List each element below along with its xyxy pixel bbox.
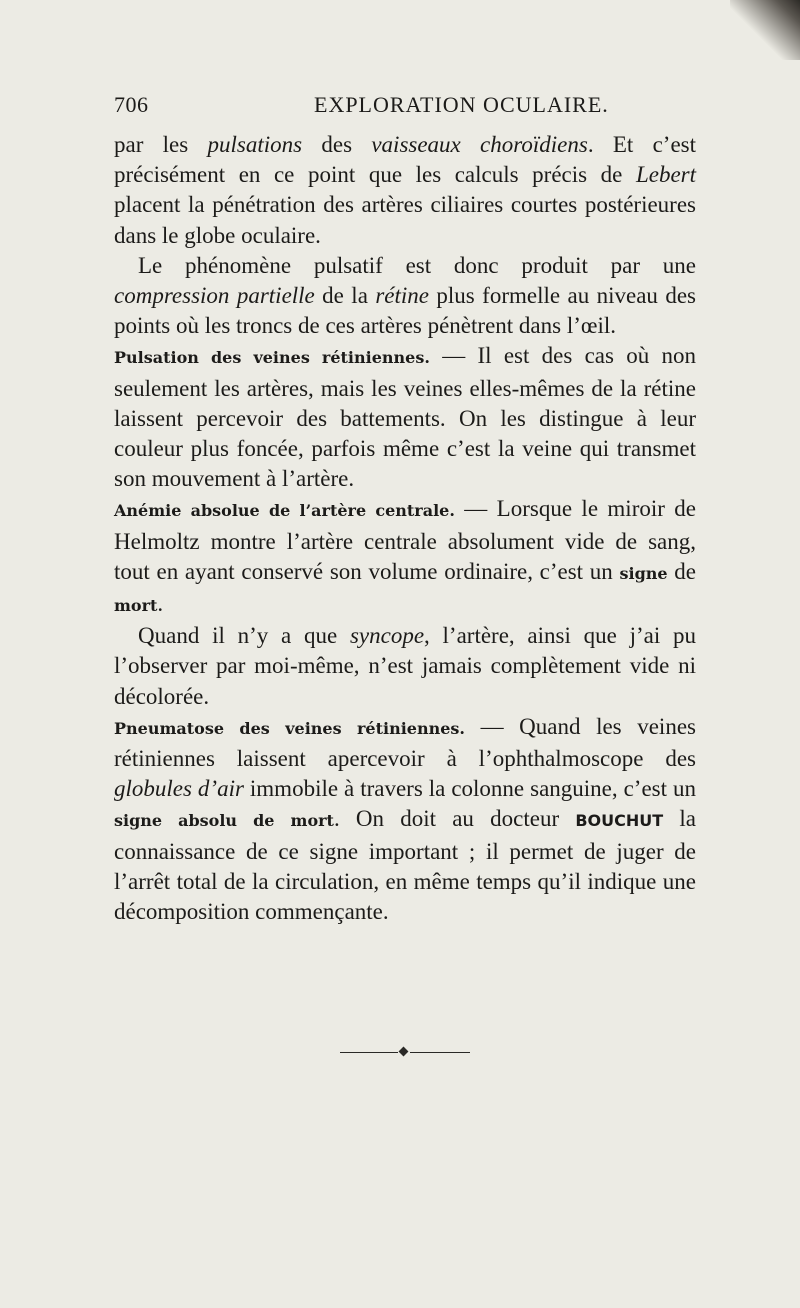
paragraph-1 [114, 130, 696, 251]
text-run: , l’artère, ainsi que j’ai pu l’observer par moi-même, n’est jamais complètement vide ni décolorée. [114, 623, 696, 709]
text-run: . On doit au docteur [333, 806, 576, 832]
text-run: Le phénomène pulsatif est donc produit par une [138, 252, 696, 278]
text-run: . [157, 591, 164, 617]
bold-term: mort [114, 596, 158, 616]
italic-author: Lebert [635, 162, 696, 188]
text-run: . Et c’est précisément en ce point que les calculs précis de [114, 132, 697, 188]
italic-term: pulsations [207, 132, 303, 157]
italic-term: rétine [375, 283, 429, 309]
text-run: des [302, 132, 372, 157]
text-run: par les [114, 132, 208, 157]
text-run: de la [314, 283, 376, 309]
text-run: Quand il n’y a que [138, 623, 350, 649]
ornament-rule-left [340, 1052, 398, 1053]
page-number: 706 [114, 92, 149, 117]
italic-term: vaisseaux choroïdiens [371, 132, 588, 157]
diamond-icon [399, 1047, 409, 1057]
body-text [114, 130, 696, 927]
text-run: — Quand les veines rétiniennes laissent apercevoir à l’ophthalmoscope des [114, 713, 696, 772]
text-run: — Lorsque le miroir de Helmoltz montre l’artère centrale absolument vide de sang, tout en ayant conservé son volume ordinaire, c’est un [114, 496, 696, 584]
text-run: la connaissance de ce signe important ; il permet de juger de l’arrêt total de la circulation, en même temps qu’il indique une décomposition commençante. [114, 806, 696, 925]
ornament-rule-right [410, 1052, 470, 1053]
italic-term: globules d’air [114, 776, 244, 802]
running-head [114, 92, 692, 122]
italic-term: syncope [349, 623, 425, 649]
text-run: — Il est des cas où non seulement les artères, mais les veines elles-mêmes de la rétine laissent percevoir des battements. On les distingue à leur couleur plus foncée, parfois même c’est la veine qui transmet son mouvement à l’artère. [114, 343, 696, 492]
paragraph-3 [114, 341, 696, 494]
paragraph-4 [114, 494, 696, 621]
paragraph-6 [114, 712, 696, 927]
text-run: immobile à travers la colonne sanguine, c’est un [243, 776, 696, 802]
section-ornament [340, 1047, 470, 1057]
section-lead: Anémie absolue de l’artère centrale. [114, 501, 455, 521]
page-corner-shadow [730, 0, 800, 60]
running-title: EXPLORATION OCULAIRE. [314, 92, 609, 117]
text-run: plus formelle au niveau des points où les troncs de ces artères pénètrent dans l’œil. [114, 283, 696, 339]
text-run: de [667, 558, 696, 584]
paragraph-2 [114, 251, 696, 342]
italic-term: compression partielle [114, 283, 315, 309]
text-run: placent la pénétration des artères ciliaires courtes postérieures dans le globe oculaire. [114, 192, 696, 248]
bold-term: signe [619, 563, 668, 583]
author-smallcaps: BOUCHUT [575, 811, 664, 831]
section-lead: Pulsation des veines rétiniennes. [114, 348, 430, 368]
paragraph-5 [114, 621, 696, 712]
bold-term: signe absolu de mort [114, 811, 334, 831]
section-lead: Pneumatose des veines rétiniennes. [114, 718, 465, 738]
